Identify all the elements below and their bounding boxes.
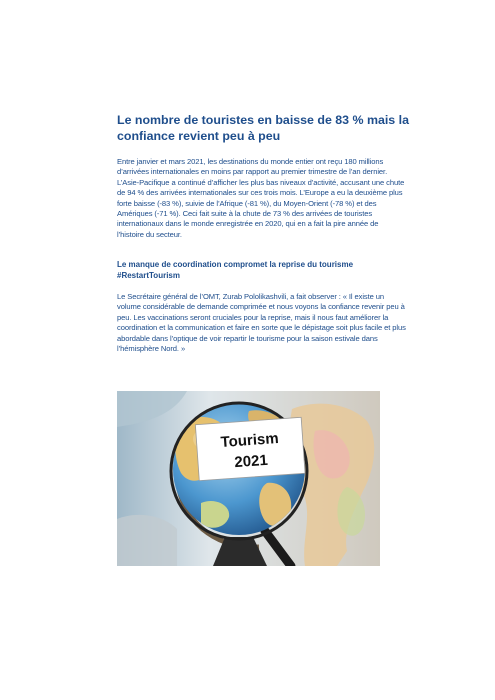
sign-text-year: 2021 [233, 451, 269, 472]
article-paragraph-2: Le Secrétaire général de l’OMT, Zurab Pololikashvili, a fait observer : « Il existe un volume considérable de demande comprimée et nous voyons la confiance revenir peu à peu. Les vaccinations seront cruciales pour la reprise, mais il nous faut améliorer la coordination et la communication et faire en sorte que le dépistage soit plus facile et plus abordable dans l’optique de voir repartir le tourisme pour la saison estivale dans l’hémisphère Nord. » [117, 292, 406, 354]
tourism-2021-photo [117, 391, 380, 566]
sign-text-tourism: Tourism [220, 430, 280, 452]
section-subheading: Le manque de coordination compromet la reprise du tourisme #RestartTourism [117, 260, 354, 280]
article-paragraph-1: Entre janvier et mars 2021, les destinations du monde entier ont reçu 180 millions d’arrivées internationales en moins par rapport au premier trimestre de l’an dernier. L’Asie-Pacifique a continué d’afficher les plus bas niveaux d’activité, accusant une chute de 94 % des arrivées internationales sur ces trois mois. L’Europe a eu la deuxième plus forte baisse (-83 %), suivie de l’Afrique (-81 %), du Moyen-Orient (-78 %) et des Amériques (-71 %). Ceci fait suite à la chute de 73 % des arrivées de touristes internationaux dans le monde enregistrée en 2020, qui en a fait la pire année de l’histoire du secteur. [117, 157, 405, 239]
article-title: Le nombre de touristes en baisse de 83 % mais la confiance revient peu à peu [117, 113, 409, 143]
